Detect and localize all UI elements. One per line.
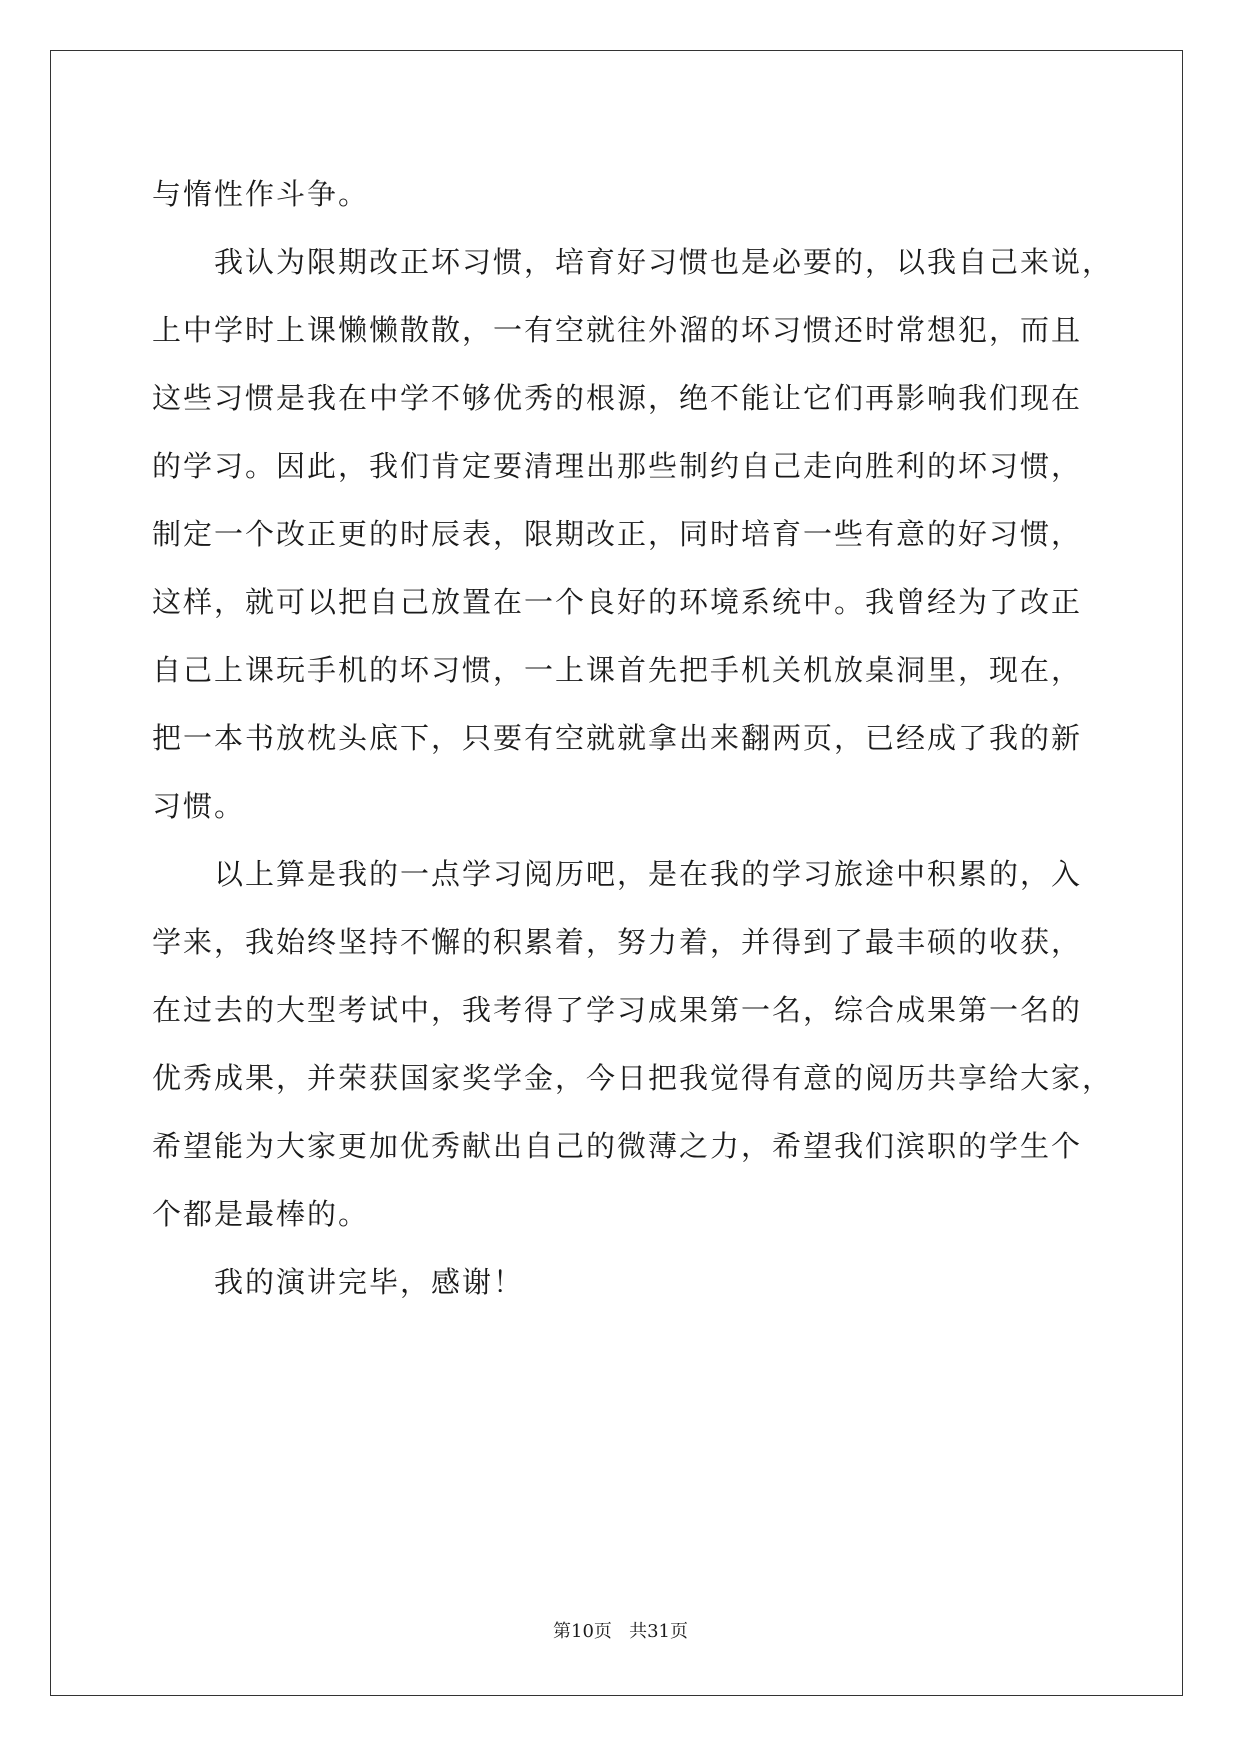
paragraph-line: 个都是最棒的。 <box>152 1197 370 1231</box>
page-footer <box>0 1617 1241 1643</box>
paragraph-line: 以上算是我的一点学习阅历吧，是在我的学习旅途中积累的，入 <box>214 857 1083 891</box>
paragraph-line: 优秀成果，并荣获国家奖学金，今日把我觉得有意的阅历共享给大家， <box>152 1061 1114 1095</box>
page-number: 第10页 <box>553 1621 612 1642</box>
paragraph-line: 的学习。因此，我们肯定要清理出那些制约自己走向胜利的坏习惯， <box>152 449 1083 483</box>
paragraph-line: 我认为限期改正坏习惯，培育好习惯也是必要的，以我自己来说， <box>214 245 1114 279</box>
paragraph-line: 这些习惯是我在中学不够优秀的根源，绝不能让它们再影响我们现在 <box>152 381 1083 415</box>
paragraph-line: 与惰性作斗争。 <box>152 177 370 211</box>
paragraph-line: 制定一个改正更的时辰表，限期改正，同时培育一些有意的好习惯， <box>152 517 1083 551</box>
document-body <box>152 160 1114 1316</box>
paragraph-line: 在过去的大型考试中，我考得了学习成果第一名，综合成果第一名的 <box>152 993 1083 1027</box>
paragraph-line: 把一本书放枕头底下，只要有空就就拿出来翻两页，已经成了我的新 <box>152 721 1083 755</box>
paragraph-line: 这样，就可以把自己放置在一个良好的环境系统中。我曾经为了改正 <box>152 585 1083 619</box>
paragraph-line: 我的演讲完毕，感谢！ <box>214 1265 525 1299</box>
paragraph-line: 自己上课玩手机的坏习惯，一上课首先把手机关机放桌洞里，现在， <box>152 653 1083 687</box>
paragraph-line: 希望能为大家更加优秀献出自己的微薄之力，希望我们滨职的学生个 <box>152 1129 1083 1163</box>
paragraph-line: 上中学时上课懒懒散散，一有空就往外溜的坏习惯还时常想犯，而且 <box>152 313 1083 347</box>
paragraph-line: 习惯。 <box>152 789 246 823</box>
paragraph-line: 学来，我始终坚持不懈的积累着，努力着，并得到了最丰硕的收获， <box>152 925 1083 959</box>
page-total: 共31页 <box>629 1621 688 1642</box>
